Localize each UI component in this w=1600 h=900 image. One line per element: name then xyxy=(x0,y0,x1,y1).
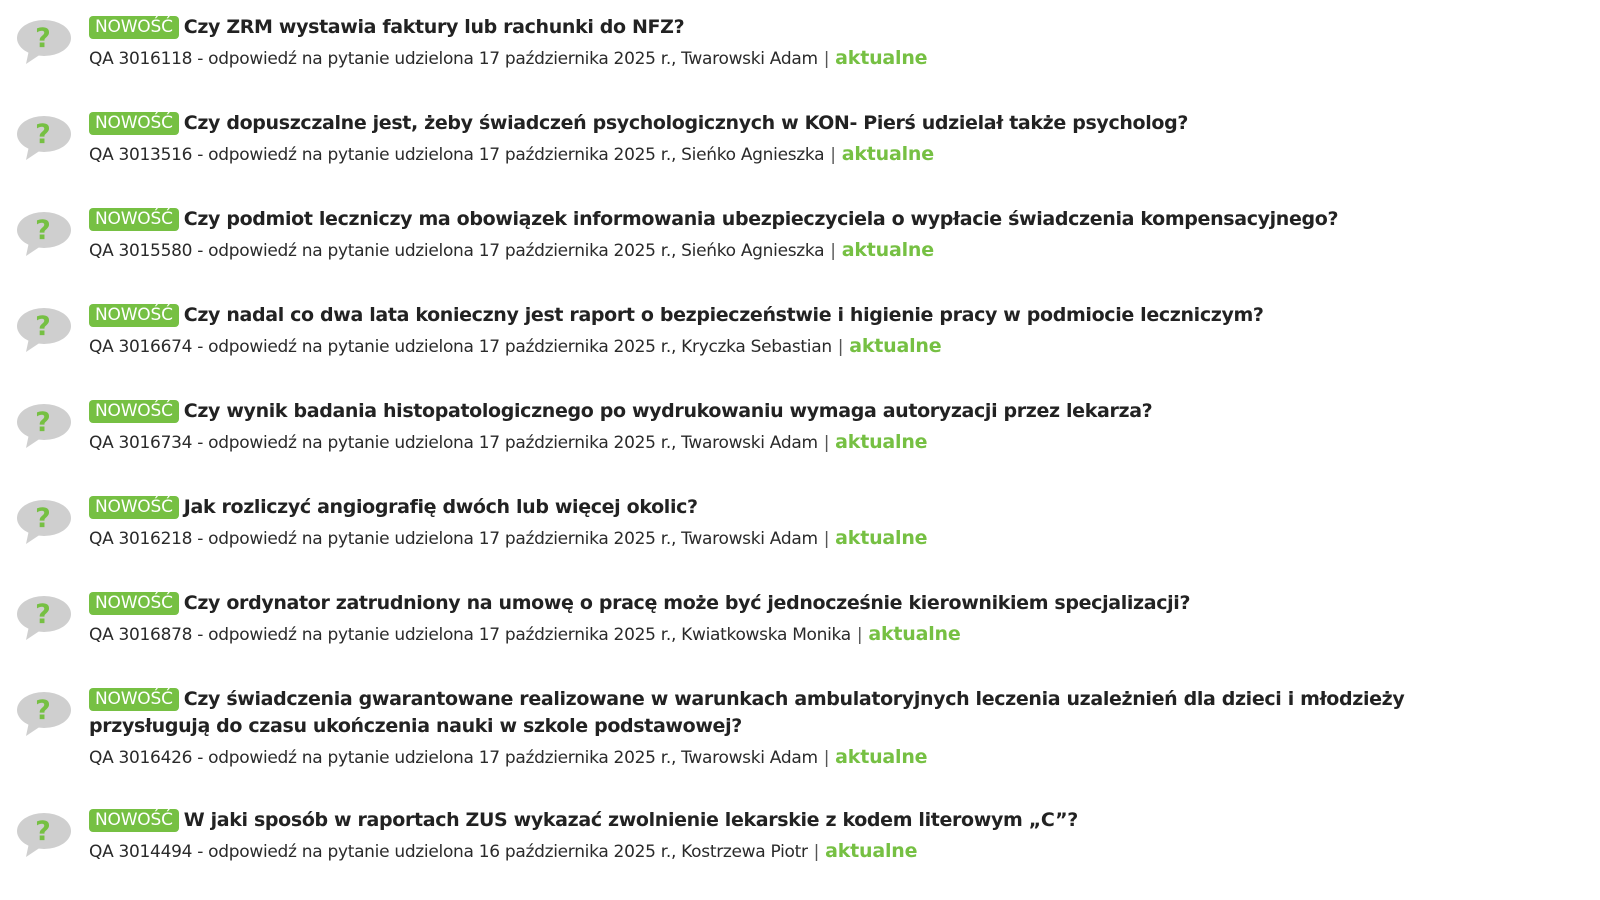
question-title-text[interactable]: Czy ordynator zatrudniony na umowę o pracę może być jednocześnie kierownikiem specjalizacji? xyxy=(183,592,1191,614)
question-meta xyxy=(89,527,1419,550)
status-current-label: aktualne xyxy=(835,431,928,453)
status-current-label: aktualne xyxy=(835,527,928,549)
qa-item-body xyxy=(89,206,1419,262)
status-current-label: aktualne xyxy=(841,143,934,165)
question-meta xyxy=(89,47,1419,70)
new-badge: NOWOŚĆ xyxy=(89,16,179,39)
question-title-text[interactable]: Czy świadczenia gwarantowane realizowane w warunkach ambulatoryjnych leczenia uzależnień dla dzieci i młodzieży przysługują do czasu ukończenia nauki w szkole podstawowej? xyxy=(89,688,1405,737)
question-meta-text: QA 3014494 - odpowiedź na pytanie udzielona 16 października 2025 r., Kostrzewa Piotr xyxy=(89,842,808,862)
status-current-label: aktualne xyxy=(868,623,961,645)
status-current-label: aktualne xyxy=(835,746,928,768)
qa-item-body xyxy=(89,590,1419,646)
question-bubble-icon xyxy=(16,306,72,356)
status-current-label: aktualne xyxy=(825,840,918,862)
question-mark-glyph: ? xyxy=(35,599,51,630)
question-title-link[interactable] xyxy=(89,110,1419,137)
qa-item-body xyxy=(89,14,1419,70)
meta-separator: | xyxy=(823,748,830,768)
qa-item-body xyxy=(89,494,1419,550)
question-bubble-icon xyxy=(16,690,72,740)
question-meta-text: QA 3016426 - odpowiedź na pytanie udzielona 17 października 2025 r., Twarowski Adam xyxy=(89,748,818,768)
meta-separator: | xyxy=(856,625,863,645)
meta-separator: | xyxy=(823,529,830,549)
meta-separator: | xyxy=(813,842,820,862)
question-title-link[interactable] xyxy=(89,302,1419,329)
question-meta xyxy=(89,746,1419,769)
qa-item-body xyxy=(89,302,1419,358)
status-current-label: aktualne xyxy=(841,239,934,261)
question-bubble-icon xyxy=(16,498,72,548)
new-badge: NOWOŚĆ xyxy=(89,688,179,711)
qa-item-body xyxy=(89,398,1419,454)
question-meta xyxy=(89,623,1419,646)
status-current-label: aktualne xyxy=(835,47,928,69)
question-mark-glyph: ? xyxy=(35,119,51,150)
question-mark-glyph: ? xyxy=(35,311,51,342)
question-title-text[interactable]: Czy ZRM wystawia faktury lub rachunki do NFZ? xyxy=(183,16,685,38)
question-meta xyxy=(89,239,1419,262)
question-meta-text: QA 3016734 - odpowiedź na pytanie udzielona 17 października 2025 r., Twarowski Adam xyxy=(89,433,818,453)
question-meta-text: QA 3015580 - odpowiedź na pytanie udzielona 17 października 2025 r., Sieńko Agnieszka xyxy=(89,241,825,261)
question-title-text[interactable]: Czy podmiot leczniczy ma obowiązek informowania ubezpieczyciela o wypłacie świadczenia kompensacyjnego? xyxy=(183,208,1339,230)
question-meta-text: QA 3016118 - odpowiedź na pytanie udzielona 17 października 2025 r., Twarowski Adam xyxy=(89,49,818,69)
meta-separator: | xyxy=(830,145,836,165)
question-bubble-icon xyxy=(16,811,72,861)
question-mark-glyph: ? xyxy=(35,23,51,54)
question-title-link[interactable] xyxy=(89,14,1419,41)
question-mark-glyph: ? xyxy=(35,816,51,847)
qa-item-body xyxy=(89,686,1419,769)
question-bubble-icon xyxy=(16,210,72,260)
question-meta-text: QA 3016878 - odpowiedź na pytanie udzielona 17 października 2025 r., Kwiatkowska Monika xyxy=(89,625,851,645)
question-meta xyxy=(89,431,1419,454)
question-title-link[interactable] xyxy=(89,398,1419,425)
question-title-text[interactable]: Czy dopuszczalne jest, żeby świadczeń psychologicznych w KON- Pierś udzielał także psycholog? xyxy=(183,112,1189,134)
question-meta-text: QA 3016218 - odpowiedź na pytanie udzielona 17 października 2025 r., Twarowski Adam xyxy=(89,529,818,549)
question-title-text[interactable]: W jaki sposób w raportach ZUS wykazać zwolnienie lekarskie z kodem literowym „C”? xyxy=(183,809,1078,831)
question-bubble-icon xyxy=(16,594,72,644)
qa-item-body xyxy=(89,110,1419,166)
meta-separator: | xyxy=(837,337,844,357)
question-title-link[interactable] xyxy=(89,494,1419,521)
meta-separator: | xyxy=(823,49,830,69)
new-badge: NOWOŚĆ xyxy=(89,208,179,231)
meta-separator: | xyxy=(830,241,836,261)
question-title-link[interactable] xyxy=(89,590,1419,617)
new-badge: NOWOŚĆ xyxy=(89,592,179,615)
question-mark-glyph: ? xyxy=(35,215,51,246)
qa-item-body xyxy=(89,807,1419,863)
new-badge: NOWOŚĆ xyxy=(89,400,179,423)
question-meta-text: QA 3013516 - odpowiedź na pytanie udzielona 17 października 2025 r., Sieńko Agnieszka xyxy=(89,145,825,165)
question-mark-glyph: ? xyxy=(35,503,51,534)
new-badge: NOWOŚĆ xyxy=(89,809,179,832)
question-mark-glyph: ? xyxy=(35,407,51,438)
status-current-label: aktualne xyxy=(849,335,942,357)
question-title-link[interactable] xyxy=(89,686,1419,740)
question-bubble-icon xyxy=(16,18,72,68)
question-title-link[interactable] xyxy=(89,807,1419,834)
question-title-link[interactable] xyxy=(89,206,1419,233)
new-badge: NOWOŚĆ xyxy=(89,304,179,327)
question-mark-glyph: ? xyxy=(35,695,51,726)
question-meta xyxy=(89,840,1419,863)
question-title-text[interactable]: Czy wynik badania histopatologicznego po wydrukowaniu wymaga autoryzacji przez lekarza? xyxy=(183,400,1153,422)
new-badge: NOWOŚĆ xyxy=(89,496,179,519)
question-bubble-icon xyxy=(16,114,72,164)
new-badge: NOWOŚĆ xyxy=(89,112,179,135)
question-meta xyxy=(89,335,1419,358)
question-title-text[interactable]: Czy nadal co dwa lata konieczny jest raport o bezpieczeństwie i higienie pracy w podmiocie leczniczym? xyxy=(183,304,1264,326)
question-meta-text: QA 3016674 - odpowiedź na pytanie udzielona 17 października 2025 r., Kryczka Sebastian xyxy=(89,337,832,357)
meta-separator: | xyxy=(823,433,830,453)
question-bubble-icon xyxy=(16,402,72,452)
question-meta xyxy=(89,143,1419,166)
question-title-text[interactable]: Jak rozliczyć angiografię dwóch lub więcej okolic? xyxy=(183,496,698,518)
